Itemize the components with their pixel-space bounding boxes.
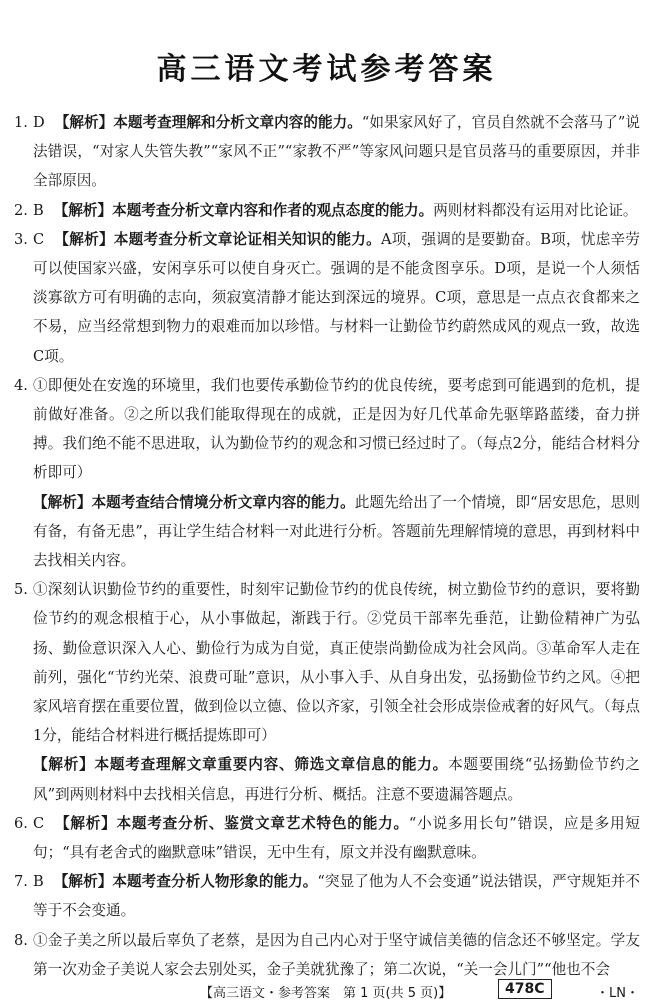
analysis-focus: 本题考查结合情境分析文章内容的能力。 [91,493,355,511]
answer-item-1 [14,108,640,196]
analysis-tag: 【解析】 [54,114,114,131]
answer-item-3 [14,225,640,371]
answer-text: ①金子美之所以最后辜负了老蔡，是因为自己内心对于坚守诚信美德的信念还不够坚定。学友第一次劝金子美说人家会去别处买，金子美就犹豫了；第二次说，“关一会儿门”“他也不会 [33,931,640,978]
analysis-text: 此题先给出了一个情境，即“居安思危，思则有备，有备无患”，再让学生结合材料一对此进行分析。答题前先理解情境的意思，再到材料中去找相关内容。 [33,493,640,570]
footer-exam-code: 478C [498,979,552,999]
analysis-text: “小说多用长句”错误，应是多用短句；“具有老舍式的幽默意味”错误，无中生有，原文并没有幽默意味。 [33,814,640,862]
analysis-tag: 【解析】 [33,493,92,511]
answer-item-6 [14,809,640,867]
analysis-focus: 本题考查分析人物形象的能力。 [112,873,318,891]
analysis-text: “突显了他为人不会变通”说法错误，严守规矩并不等于不会变通。 [33,873,640,920]
analysis-tag: 【解析】 [54,230,114,248]
analysis-tag: 【解析】 [53,873,113,891]
item-number: 3. [14,230,28,248]
answer-letter: C [33,814,45,832]
page-footer [0,978,653,1004]
analysis-focus: 本题考查理解文章重要内容、筛选文章信息的能力。 [94,756,449,774]
analysis-tag: 【解析】 [33,756,95,774]
item-number: 7. [14,873,28,891]
answer-item-8 [14,926,640,984]
analysis-text: A项，强调的是要勤奋。B项，忧虑辛劳可以使国家兴盛，安闲享乐可以使自身灭亡。强调的是不能贪图享乐。D项，是说一个人须恬淡寡欲方可有明确的志向，须寂寞清静才能达到深远的境界。C项，意思是一点点衣食都来之不易，应当经常想到物力的艰难而加以珍惜。与材料一让勤俭节约蔚然成风的观点一致，故选C项。 [33,230,640,365]
item-number: 6. [14,814,28,832]
analysis-text: 两则材料都没有运用对比论证。 [433,201,638,219]
item-number: 2. [14,201,28,219]
item-number: 4. [14,376,28,394]
analysis-focus: 本题考查分析文章论证相关知识的能力。 [113,230,381,248]
analysis-text: “如果家风好了，官员自然就不会落马了”说法错误，“对家人失管失教”“家风不正”“家教不严”等家风问题只是官员落马的重要原因，并非全部原因。 [33,114,640,190]
item-number: 5. [14,581,28,599]
footer-region: ・LN・ [596,986,639,1001]
footer-page-info: 【高三语文・参考答案 第 1 页(共 5 页)】 [200,986,452,1001]
analysis-text: 本题要围绕“弘扬勤俭节约之风”到两则材料中去找相关信息，再进行分析、概括。注意不要遗漏答题点。 [33,756,640,803]
item-number: 1. [14,114,28,131]
answer-list [14,108,640,984]
item-number: 8. [14,931,28,949]
answer-text: ①深刻认识勤俭节约的重要性，时刻牢记勤俭节约的优良传统，树立勤俭节约的意识，要将勤俭节约的观念根植于心，从小事做起，渐践于行。②党员干部率先垂范，让勤俭精神广为弘扬、勤俭意识深入人心、勤俭行为成为自觉，真正使崇尚勤俭成为社会风尚。③革命军人走在前列，强化“节约光荣、浪费可耻”意识，从小事入手、从自身出发，弘扬勤俭节约之风。④把家风培育摆在重要位置，做到俭以立德、俭以齐家，引领全社会形成崇俭戒奢的好风气。（每点1分，能结合材料进行概括提炼即可） [33,581,640,745]
analysis-focus: 本题考查理解和分析文章内容的能力。 [113,114,362,131]
answer-item-5 [14,575,640,750]
answer-item-7 [14,867,640,925]
analysis-focus: 本题考查分析、鉴赏文章艺术特色的能力。 [116,814,409,832]
answer-letter: D [33,114,45,131]
answer-text: ①即便处在安逸的环境里，我们也要传承勤俭节约的优良传统，要考虑到可能遇到的危机，提前做好准备。②之所以我们能取得现在的成就，正是因为好几代革命先驱筚路蓝缕，奋力拼搏。我们绝不能不思进取，认为勤俭节约的观念和习惯已经过时了。（每点2分，能结合材料分析即可） [33,376,640,482]
analysis-focus: 本题考查分析文章内容和作者的观点态度的能力。 [112,201,434,219]
analysis-tag: 【解析】 [54,814,117,832]
page-title: 高三语文考试参考答案 [156,52,497,87]
answer-letter: B [33,201,44,219]
analysis-block-5 [14,750,640,808]
answer-letter: C [33,230,45,248]
analysis-tag: 【解析】 [53,201,113,219]
answer-item-2 [14,196,640,225]
answer-letter: B [33,873,44,891]
analysis-block-4 [14,488,640,576]
answer-item-4 [14,371,640,488]
